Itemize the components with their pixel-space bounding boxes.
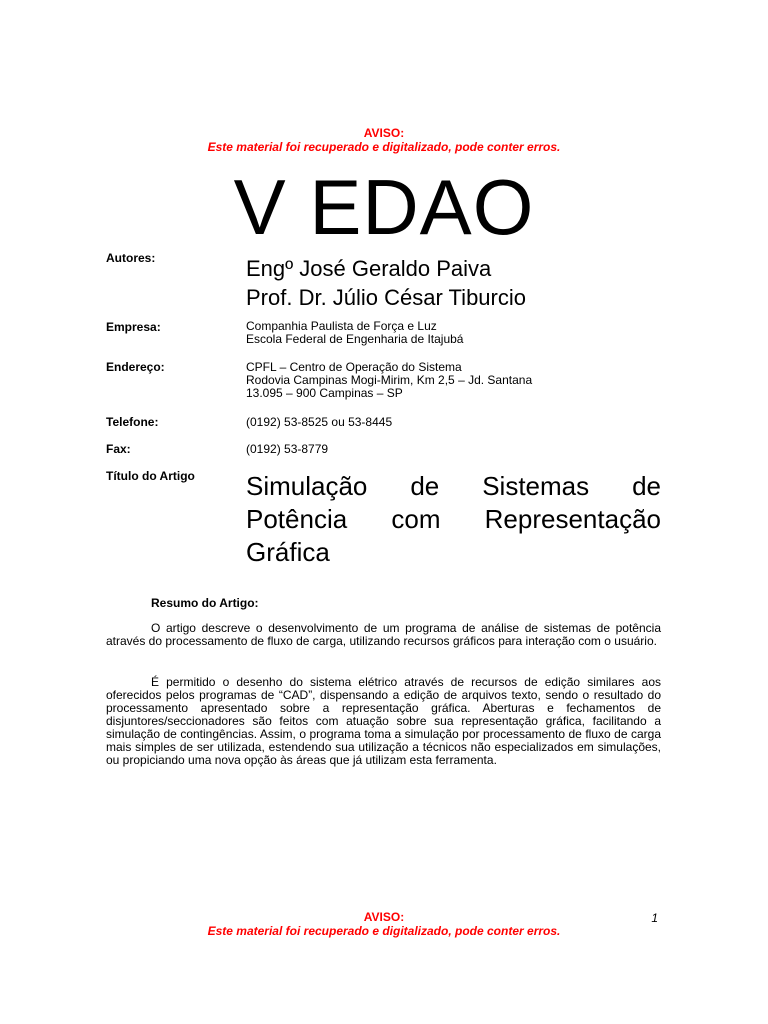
fax-value: (0192) 53-8779 [246, 442, 329, 456]
company-line-2: Escola Federal de Engenharia de Itajubá [246, 332, 464, 346]
header-notice [0, 126, 768, 154]
phone-value: (0192) 53-8525 ou 53-8445 [246, 415, 393, 429]
notice-title: AVISO: [363, 126, 405, 140]
fax-label: Fax: [106, 442, 131, 456]
article-title-line-3: Gráfica [246, 537, 330, 567]
company-value [246, 320, 463, 346]
summary-paragraph-1: O artigo descreve o desenvolvimento de um programa de análise de sistemas de potência através do processamento de fluxo de carga, utilizando recursos gráficos para interação com o usuário. [106, 621, 661, 648]
address-line-1: CPFL – Centro de Operação do Sistema [246, 360, 462, 374]
footer-notice-title: AVISO: [363, 910, 405, 924]
article-title [246, 470, 661, 569]
address-line-2: Rodovia Campinas Mogi-Mirim, Km 2,5 – Jd. Santana [246, 373, 533, 387]
notice-text: Este material foi recuperado e digitalizado, pode conter erros. [207, 140, 561, 154]
summary-heading: Resumo do Artigo: [151, 596, 259, 610]
author-2: Prof. Dr. Júlio César Tiburcio [246, 285, 526, 310]
phone-label: Telefone: [106, 415, 159, 429]
summary-paragraph-2: É permitido o desenho do sistema elétrico através de recursos de edição similares aos oferecidos pelos programas de “CAD”, dispensando a edição de arquivos texto, sendo o resultado do processamento apresentado sobre a representação gráfica. Aberturas e fechamentos de disjuntores/seccionadores são feitos com atuação sobre sua representação gráfica, facilitando a simulação de contingências. Assim, o programa toma a simulação por processamento de fluxo de carga mais simples de ser utilizada, estendendo sua utilização a técnicos não especializados em simulações, ou propiciando uma nova opção às áreas que já utilizam esta ferramenta. [106, 675, 661, 767]
footer-notice-text: Este material foi recuperado e digitalizado, pode conter erros. [207, 924, 561, 938]
article-title-label: Título do Artigo [106, 469, 195, 483]
address-value [246, 361, 532, 400]
author-1: Engº José Geraldo Paiva [246, 256, 492, 281]
company-label: Empresa: [106, 320, 161, 334]
company-line-1: Companhia Paulista de Força e Luz [246, 319, 437, 333]
address-label: Endereço: [106, 360, 165, 374]
event-title: V EDAO [233, 163, 535, 251]
address-line-3: 13.095 – 900 Campinas – SP [246, 386, 403, 400]
authors-list [246, 254, 526, 312]
article-title-line-1: Simulação de Sistemas de [246, 471, 661, 501]
authors-label: Autores: [106, 251, 156, 265]
article-title-line-2: Potência com Representação [246, 504, 661, 534]
page-number: 1 [651, 911, 658, 925]
